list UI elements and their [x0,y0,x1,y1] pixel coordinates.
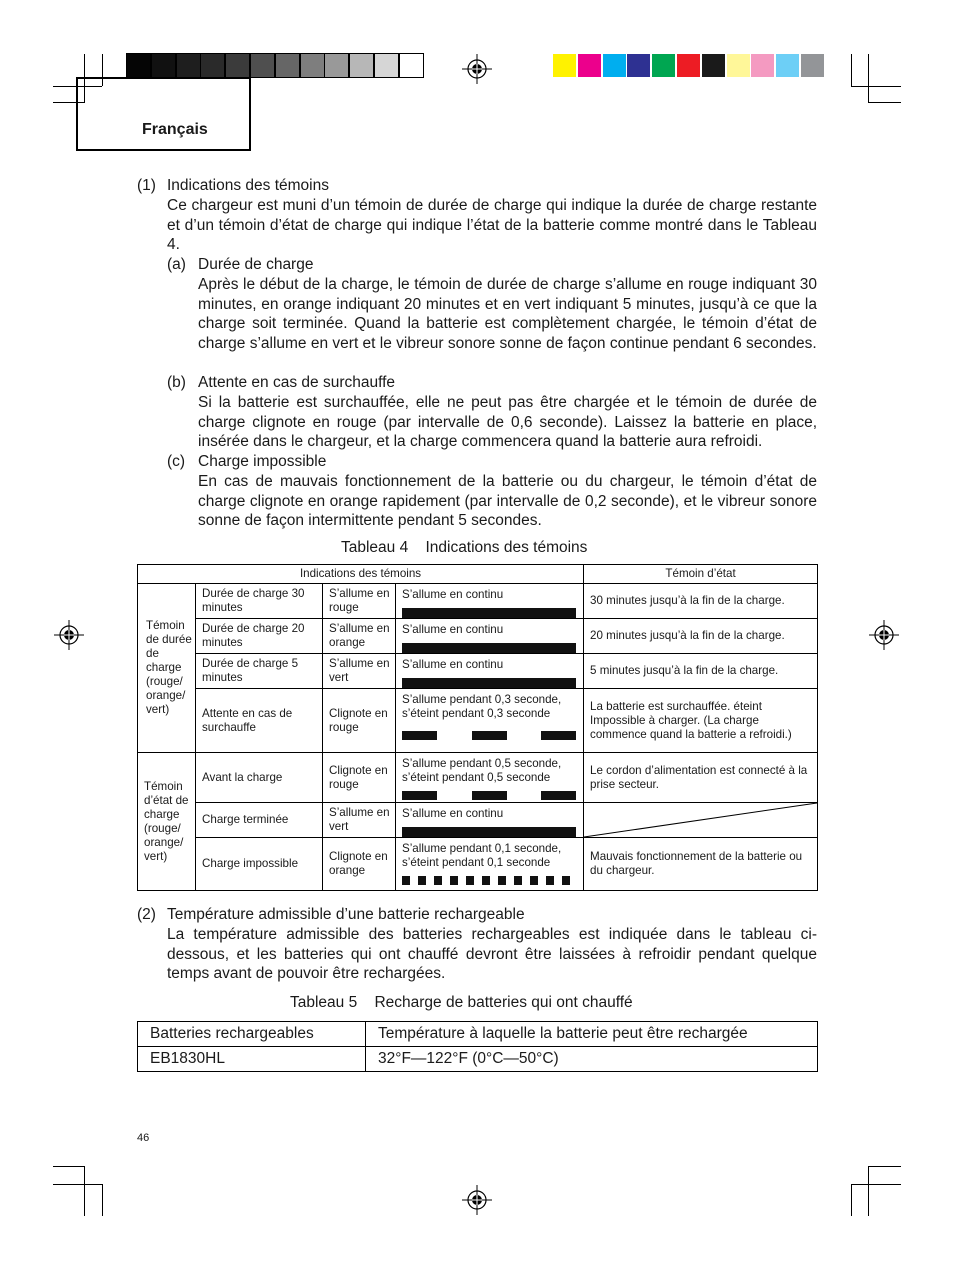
blink-segment [546,876,554,885]
pattern-cell [396,838,584,891]
item-c-text: En cas de mauvais fonctionnement de la batterie ou du chargeur, le témoin d’état de charge clignote en orange rapidement (par intervalle de 0,2 seconde), et le vibreur sonore sonne de façon intermittente pendant 5 secondes. [198,473,817,530]
section1-intro: Ce chargeur est muni d’un témoin de durée de charge qui indique la durée de charge restante et d’un témoin d’état de charge qui indique l’état de la batterie comme montré dans le Tableau 4. [167,197,817,254]
calibration-swatch [801,54,824,77]
light-cell: Clignote en orange [323,838,396,891]
crop-mark [84,1166,85,1216]
state-cell: La batterie est surchauffée. éteint Impossible à charger. (La charge commence quand la batterie a refroidi.) [584,689,818,753]
table-header-cell: Témoin d’état [584,565,818,584]
crop-mark [851,86,901,87]
calibration-swatch [727,54,750,77]
item-cell: Attente en cas de surchauffe [196,689,323,753]
light-cell: Clignote en rouge [323,753,396,803]
blink-pattern [402,731,576,740]
steady-light-bar [402,608,576,618]
section2-title: Température admissible d’une batterie rechargeable [167,906,525,923]
light-cell: S’allume en vert [323,803,396,838]
crop-mark [102,1184,103,1216]
table-row [138,1047,818,1072]
item-cell: Durée de charge 20 minutes [196,619,323,654]
registration-mark-icon [54,620,84,650]
table-row [138,584,818,619]
crop-mark [53,1184,102,1185]
registration-mark-icon [462,54,492,84]
calibration-swatch [603,54,626,77]
item-b-title: Attente en cas de surchauffe [198,374,396,391]
crop-mark [868,1166,901,1167]
item-cell: Avant la charge [196,753,323,803]
steady-light-bar [402,827,576,837]
item-c-letter: (c) [167,453,186,470]
blink-segment [541,731,576,740]
table-header-row [138,565,818,584]
pattern-text: S’allume en continu [402,588,504,601]
crop-mark [868,102,901,103]
pattern-text: S’allume pendant 0,1 seconde, s’éteint pendant 0,1 seconde [402,842,562,869]
light-cell: S’allume en orange [323,619,396,654]
table-header-row [138,1022,818,1047]
table-row [138,619,818,654]
table5-caption: Tableau 5 Recharge de batteries qui ont chauffé [290,994,633,1011]
group-label: Témoin d’état de charge (rouge/ orange/ vert) [138,753,196,891]
calibration-swatch [201,54,224,77]
item-cell: Durée de charge 5 minutes [196,654,323,689]
battery-model-cell: EB1830HL [138,1047,366,1072]
crop-mark [53,1166,85,1167]
blink-segment [472,731,507,740]
calibration-swatch [627,54,650,77]
blink-segment [541,791,576,800]
pattern-cell [396,753,584,803]
language-label: Français [142,121,208,138]
temperature-range-cell: 32°F—122°F (0°C—50°C) [366,1047,818,1072]
light-cell: S’allume en rouge [323,584,396,619]
page-number: 46 [137,1132,150,1144]
blink-segment [498,876,506,885]
item-cell: Charge impossible [196,838,323,891]
steady-light-bar [402,643,576,653]
calibration-swatch [776,54,799,77]
blink-segment [450,876,458,885]
language-tab [76,77,251,151]
calibration-swatch [301,54,324,77]
registration-mark-icon [462,1185,492,1215]
blink-segment [514,876,522,885]
light-cell: Clignote en rouge [323,689,396,753]
pattern-cell [396,803,584,838]
blink-segment [562,876,570,885]
pattern-text: S’allume en continu [402,807,504,820]
blink-segment [434,876,442,885]
section1-number: (1) [137,177,156,194]
calibration-swatch [702,54,725,77]
section2-text: La température admissible des batteries rechargeables est indiquée dans le tableau ci-dessous, et les batteries qui ont chauffé devront être laissées à refroidir pendant quelque temps avant de pouvoir être rechargées. [167,926,817,983]
crop-mark [868,1166,869,1216]
item-a-text: Après le début de la charge, le témoin de durée de charge s’allume en rouge indiquant 30 minutes, en orange indiquant 20 minutes et en vert indiquant 5 minutes, jusqu’à ce que la charge soit terminée. Quand la batterie est complètement chargée, le témoin d’état de charge s’allume en vert et le vibreur sonore sonne de façon continue pendant 6 secondes. [198,276,817,353]
state-cell: Le cordon d’alimentation est connecté à la prise secteur. [584,753,818,803]
registration-mark-icon [869,620,899,650]
table-row [138,753,818,803]
item-c-title: Charge impossible [198,453,327,470]
item-a-title: Durée de charge [198,256,314,273]
state-cell: 5 minutes jusqu’à la fin de la charge. [584,654,818,689]
pattern-text: S’allume pendant 0,3 seconde, s’éteint pendant 0,3 seconde [402,693,562,720]
pattern-cell [396,654,584,689]
item-a-letter: (a) [167,256,186,273]
calibration-swatch [177,54,200,77]
calibration-swatch [652,54,675,77]
table-row [138,803,818,838]
calibration-swatch [375,54,398,77]
blink-segment [472,791,507,800]
calibration-swatch [127,54,150,77]
blink-pattern [402,791,576,800]
crop-mark [851,1184,852,1216]
pattern-cell [396,689,584,753]
table-row [138,838,818,891]
table4-caption: Tableau 4 Indications des témoins [341,539,588,556]
table-row [138,654,818,689]
pattern-cell [396,584,584,619]
calibration-swatch [251,54,274,77]
blink-segment [418,876,426,885]
item-cell: Charge terminée [196,803,323,838]
item-cell: Durée de charge 30 minutes [196,584,323,619]
blink-segment [402,731,437,740]
section2-number: (2) [137,906,156,923]
table4 [137,564,818,891]
state-cell: 30 minutes jusqu’à la fin de la charge. [584,584,818,619]
table-header-cell: Température à laquelle la batterie peut être rechargée [366,1022,818,1047]
steady-light-bar [402,678,576,688]
calibration-swatch [751,54,774,77]
calibration-swatch [553,54,576,77]
table5 [137,1021,818,1072]
calibration-swatch [276,54,299,77]
table-header-cell: Indications des témoins [138,565,584,584]
state-cell: Mauvais fonctionnement de la batterie ou du chargeur. [584,838,818,891]
blink-segment [530,876,538,885]
rapid-blink-pattern [402,876,570,885]
table-header-cell: Batteries rechargeables [138,1022,366,1047]
blink-segment [466,876,474,885]
blink-segment [402,791,437,800]
pattern-cell [396,619,584,654]
light-cell: S’allume en vert [323,654,396,689]
group-label: Témoin de durée de charge (rouge/ orange/ vert) [138,584,196,753]
state-cell-empty [584,803,818,838]
calibration-swatch [325,54,348,77]
diagonal-strike [584,803,817,837]
pattern-text: S’allume en continu [402,658,504,671]
calibration-swatch [677,54,700,77]
crop-mark [851,54,852,86]
calibration-swatch [400,54,423,77]
item-b-text: Si la batterie est surchauffée, elle ne peut pas être chargée et le témoin de durée de charge clignote en rouge (par intervalle de 0,6 seconde). Laissez la batterie en place, insérée dans le chargeur, et la charge commencera quand la batterie aura refroidi. [198,394,817,451]
crop-mark [868,54,869,102]
calibration-swatch [578,54,601,77]
crop-mark [851,1184,901,1185]
calibration-swatch [226,54,249,77]
section1-title: Indications des témoins [167,177,329,194]
state-cell: 20 minutes jusqu’à la fin de la charge. [584,619,818,654]
item-b-letter: (b) [167,374,186,391]
blink-segment [402,876,410,885]
table-row [138,689,818,753]
pattern-text: S’allume en continu [402,623,504,636]
blink-segment [482,876,490,885]
calibration-swatch [152,54,175,77]
pattern-text: S’allume pendant 0,5 seconde, s’éteint pendant 0,5 seconde [402,757,562,784]
calibration-swatch [350,54,373,77]
